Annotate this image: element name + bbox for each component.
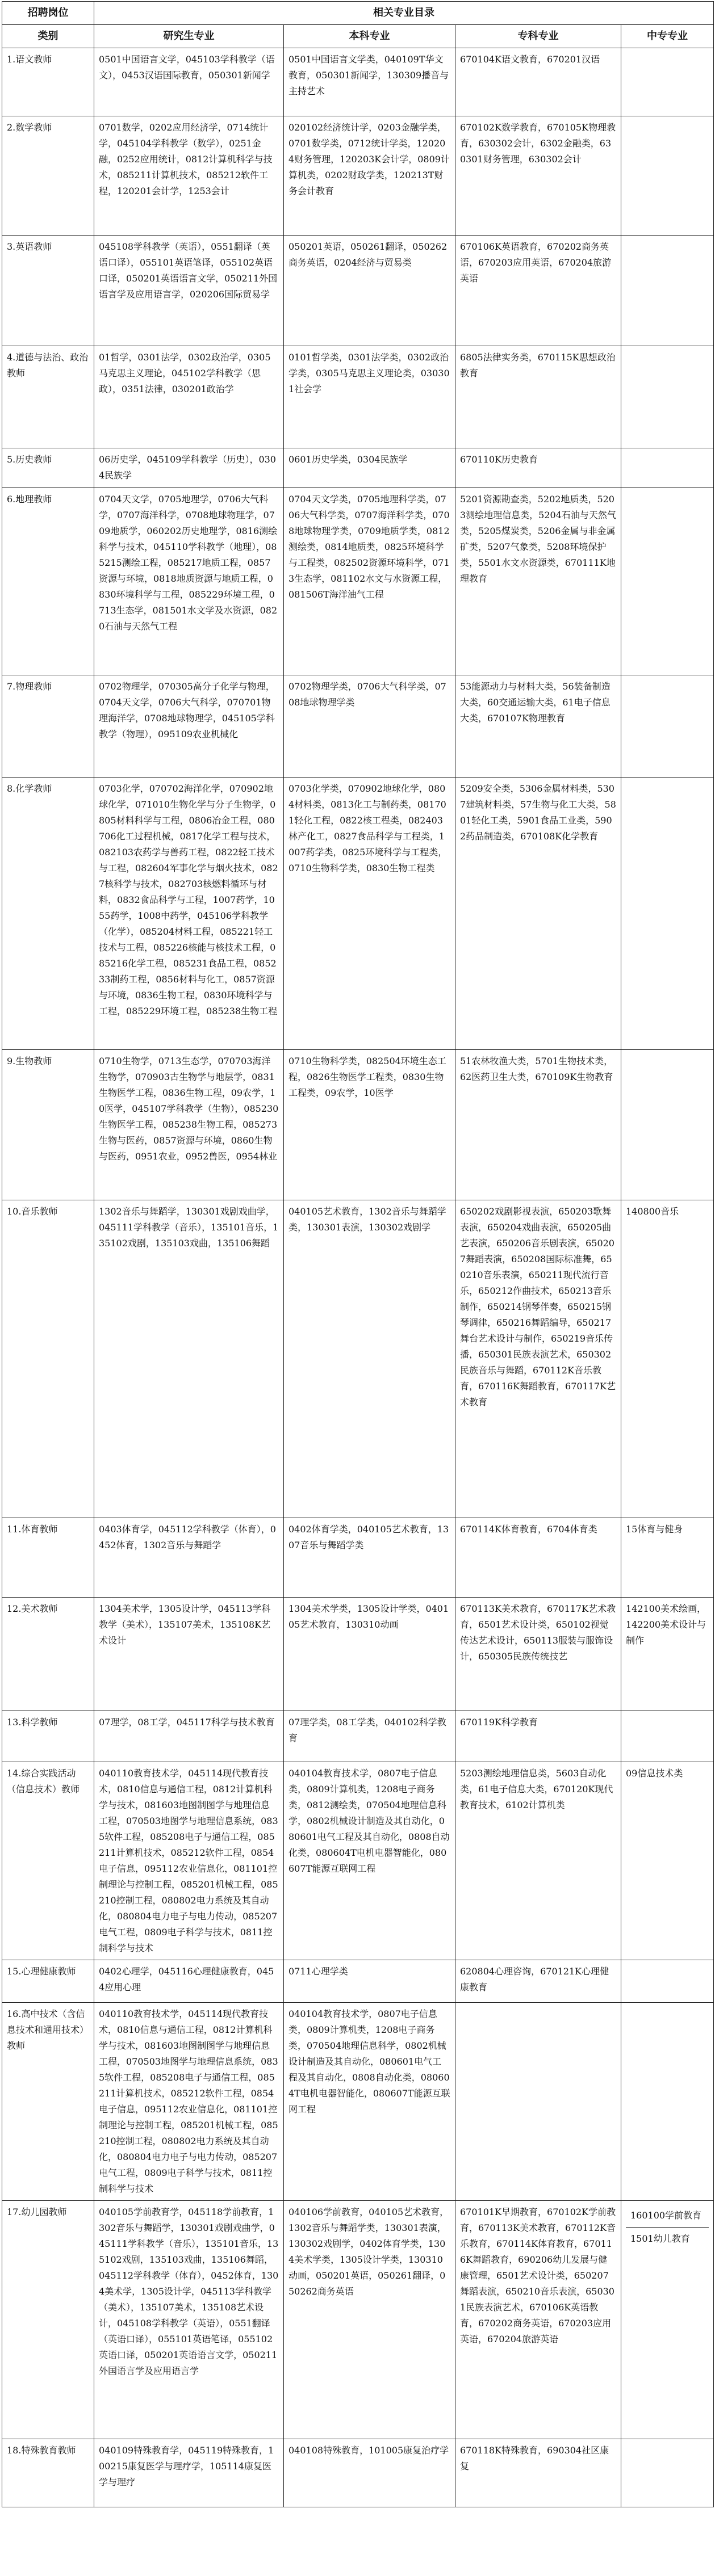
college-cell: 670110K历史教育 <box>455 448 621 488</box>
secondary-cell <box>621 2201 714 2439</box>
table-row <box>2 1200 714 1518</box>
secondary-cell: 140800音乐 <box>621 1200 714 1518</box>
secondary-cell <box>621 236 714 346</box>
undergrad-cell: 040104教育技术学，0807电子信息类，0809计算机类，1208电子商务类，0812测绘类，070504地理信息科学，0802机械设计制造及其自动化，080601电气工程及其自动化，0808自动化类，080604T电机电器智能化，080607T能源互联网工程 <box>284 1762 455 1960</box>
grad-cell: 0403体育学，045112学科教学（体育），0452体育，1302音乐与舞蹈学 <box>94 1518 284 1598</box>
undergrad-cell: 040108特殊教育，101005康复治疗学 <box>284 2439 455 2507</box>
secondary-cell <box>621 675 714 778</box>
table-row <box>2 236 714 346</box>
post-cell: 11.体育教师 <box>2 1518 94 1598</box>
post-cell: 3.英语教师 <box>2 236 94 346</box>
header-college: 专科专业 <box>455 25 621 48</box>
undergrad-cell: 040104教育技术学，0807电子信息类，0809计算机类，1208电子商务类，070504地理信息科学，0802机械设计制造及其自动化，080601电气工程及其自动化，0808自动化类，080604T电机电器智能化，080607T能源互联网工程 <box>284 2003 455 2201</box>
table-row <box>2 1518 714 1598</box>
undergrad-cell: 0704天文学类，0705地理科学类，0706大气科学类，0707海洋科学类，0708地球物理学类，0709地质学类，0812测绘类，0814地质类，0825环境科学与工程类，082502资源环境科学，0713生态学，081102水文与水资源工程，081506T海洋油气工程 <box>284 488 455 675</box>
grad-cell: 1302音乐与舞蹈学，130301戏剧戏曲学，045111学科教学（音乐），135101音乐，135102戏剧，135103戏曲，135106舞蹈 <box>94 1200 284 1518</box>
table-row <box>2 2439 714 2507</box>
college-cell: 650202戏剧影视表演，650203歌舞表演，650204戏曲表演，650205曲艺表演，650206音乐剧表演，650207舞蹈表演，650208国际标准舞，650210音乐表演，650211现代流行音乐，650212作曲技术，650213音乐制作，650214钢琴伴奏，650215钢琴调律，650216舞蹈编导，650217舞台艺术设计与制作，650219音乐传播，650301民族表演艺术，650302民族音乐与舞蹈，670112K音乐教育，670116K舞蹈教育，670117K艺术教育 <box>455 1200 621 1518</box>
post-cell: 13.科学教师 <box>2 1711 94 1762</box>
undergrad-cell: 050201英语，050261翻译，050262商务英语，0204经济与贸易类 <box>284 236 455 346</box>
secondary-cell: 142100美术绘画，142200美术设计与制作 <box>621 1598 714 1711</box>
undergrad-cell: 0101哲学类，0301法学类，0302政治学类，0305马克思主义理论类，030301社会学 <box>284 346 455 448</box>
post-cell: 15.心理健康教师 <box>2 1960 94 2003</box>
grad-cell: 06历史学，045109学科教学（历史），0304民族学 <box>94 448 284 488</box>
secondary-cell: 15体育与健身 <box>621 1518 714 1598</box>
table-row <box>2 2003 714 2201</box>
grad-cell: 040110教育技术学，045114现代教育技术，0810信息与通信工程，0812计算机科学与技术，081603地图制图学与地理信息工程，070503地图学与地理信息系统，0835软件工程，085208电子与通信工程，085211计算机技术，085212软件工程，0854电子信息，095112农业信息化，081101控制理论与控制工程，085201机械工程，085210控制工程，080802电力系统及其自动化，080804电力电子与电力传动，085207电气工程，0809电子科学与技术，0811控制科学与技术 <box>94 2003 284 2201</box>
post-cell: 18.特殊教育教师 <box>2 2439 94 2507</box>
grad-cell: 0703化学，070702海洋化学，070902地球化学，071010生物化学与分子生物学，0805材料科学与工程，0806冶金工程，080706化工过程机械，0817化学工程与技术，082103农药学与兽药工程，0822轻工技术与工程，082604军事化学与烟火技术，0827核科学与技术，082703核燃料循环与材料，0832食品科学与工程，1007药学，1055药学，1008中药学，045106学科教学（化学），085204材料工程，085221轻工技术与工程，085226核能与核技术工程，085216化学工程，085231食品工程，085233制药工程，0856材料与化工，0857资源与环境，0836生物工程，0830环境科学与工程，085229环境工程，085238生物工程 <box>94 778 284 1050</box>
table-row <box>2 675 714 778</box>
post-cell: 5.历史教师 <box>2 448 94 488</box>
table-row <box>2 1711 714 1762</box>
table-row <box>2 1762 714 1960</box>
secondary-item: 160100学前教育 <box>626 2204 709 2228</box>
secondary-item: 1501幼儿教育 <box>630 2233 690 2244</box>
table-row <box>2 48 714 116</box>
college-cell: 51农林牧渔大类，5701生物技术类，62医药卫生大类，670109K生物教育 <box>455 1050 621 1200</box>
table-row <box>2 2201 714 2439</box>
header-catalog: 相关专业目录 <box>94 2 714 25</box>
college-cell: 670114K体育教育，6704体育类 <box>455 1518 621 1598</box>
secondary-cell <box>621 1960 714 2003</box>
grad-cell: 1304美术学，1305设计学，045113学科教学（美术），135107美术，135108K艺术设计 <box>94 1598 284 1711</box>
post-cell: 6.地理教师 <box>2 488 94 675</box>
secondary-cell: 09信息技术类 <box>621 1762 714 1960</box>
undergrad-cell: 0702物理学类，0706大气科学类，0708地球物理学类 <box>284 675 455 778</box>
secondary-cell <box>621 778 714 1050</box>
secondary-cell <box>621 2003 714 2201</box>
table-row <box>2 1960 714 2003</box>
header-secondary: 中专专业 <box>621 25 714 48</box>
grad-cell: 07理学，08工学，045117科学与技术教育 <box>94 1711 284 1762</box>
grad-cell: 040109特殊教育学，045119特殊教育，100215康复医学与理疗学，105114康复医学与理疗 <box>94 2439 284 2507</box>
header-row-sub <box>2 25 714 48</box>
post-cell: 1.语文教师 <box>2 48 94 116</box>
secondary-cell <box>621 1050 714 1200</box>
secondary-cell <box>621 488 714 675</box>
grad-cell: 0702物理学，070305高分子化学与物理，0704天文学，0706大气科学，070701物理海洋学，0708地球物理学，045105学科教学（物理），095109农业机械化 <box>94 675 284 778</box>
undergrad-cell: 020102经济统计学，0203金融学类，0701数学类，0712统计学类，120204财务管理，120203K会计学，0809计算机类，0202财政学类，120213T财务会计教育 <box>284 116 455 236</box>
undergrad-cell: 040105艺术教育，1302音乐与舞蹈学类，130301表演，130302戏剧学 <box>284 1200 455 1518</box>
post-cell: 14.综合实践活动（信息技术）教师 <box>2 1762 94 1960</box>
college-cell: 670104K语文教育，670201汉语 <box>455 48 621 116</box>
college-cell: 620804心理咨询，670121K心理健康教育 <box>455 1960 621 2003</box>
college-cell: 53能源动力与材料大类，56装备制造大类，60交通运输大类，61电子信息大类，670107K物理教育 <box>455 675 621 778</box>
table-row <box>2 1050 714 1200</box>
undergrad-cell: 0501中国语言文学类，040109T华文教育，050301新闻学，130309播音与主持艺术 <box>284 48 455 116</box>
post-cell: 16.高中技术（含信息技术和通用技术）教师 <box>2 2003 94 2201</box>
grad-cell: 040110教育技术学，045114现代教育技术，0810信息与通信工程，0812计算机科学与技术，081603地图制图学与地理信息工程，070503地图学与地理信息系统，0835软件工程，085208电子与通信工程，085211计算机技术，085212软件工程，0854电子信息，095112农业信息化，081101控制理论与控制工程，085201机械工程，085210控制工程，080802电力系统及其自动化，080804电力电子与电力传动，085207电气工程，0809电子科学与技术，0811控制科学与技术 <box>94 1762 284 1960</box>
post-cell: 12.美术教师 <box>2 1598 94 1711</box>
grad-cell: 045108学科教学（英语），0551翻译（英语口译），055101英语笔译，055102英语口译，050201英语语言文学，050211外国语言学及应用语言学，020206国际贸易学 <box>94 236 284 346</box>
post-cell: 4.道德与法治、政治教师 <box>2 346 94 448</box>
grad-cell: 0704天文学，0705地理学，0706大气科学，0707海洋科学，0708地球物理学，0709地质学，060202历史地理学，0816测绘科学与技术，045110学科教学（地理），085215测绘工程，085217地质工程，0857资源与环境，0818地质资源与地质工程，0830环境科学与工程，085229环境工程，0713生态学，081501水文学及水资源，0820石油与天然气工程 <box>94 488 284 675</box>
grad-cell: 0701数学，0202应用经济学，0714统计学，045104学科教学（数学），0251金融，0252应用统计，0812计算机科学与技术，085211计算机技术，085212软件工程，120201会计学，1253会计 <box>94 116 284 236</box>
post-cell: 8.化学教师 <box>2 778 94 1050</box>
undergrad-cell: 07理学类，08工学类，040102科学教育 <box>284 1711 455 1762</box>
table-row <box>2 346 714 448</box>
header-category: 类别 <box>2 25 94 48</box>
undergrad-cell: 0703化学类，070902地球化学，0804材料类，0813化工与制药类，081701轻化工程，0822核工程类，082403林产化工，0827食品科学与工程类，1007药学类，0825环境科学与工程类，0710生物科学类，0830生物工程类 <box>284 778 455 1050</box>
grad-cell: 040105学前教育学，045118学前教育，1302音乐与舞蹈学，130301戏剧戏曲学，045111学科教学（音乐），135101音乐，135102戏剧，135103戏曲，135106舞蹈，045112学科教学（体育），0452体育，1304美术学，1305设计学，045113学科教学（美术），135107美术，135108艺术设计，045108学科教学（英语），0551翻译（英语口译），055101英语笔译，055102英语口译，050201英语语言文学，050211外国语言学及应用语言学 <box>94 2201 284 2439</box>
header-post: 招聘岗位 <box>2 2 94 25</box>
college-cell: 670119K科学教育 <box>455 1711 621 1762</box>
table-row <box>2 116 714 236</box>
header-undergrad: 本科专业 <box>284 25 455 48</box>
secondary-cell <box>621 1711 714 1762</box>
major-catalog-table <box>2 1 714 2507</box>
college-cell: 5209安全类，5306金属材料类，5307建筑材料类，57生物与化工大类，5801轻化工类，5901食品工业类，5902药品制造类，670108K化学教育 <box>455 778 621 1050</box>
undergrad-cell: 0402体育学类，040105艺术教育，1307音乐与舞蹈学类 <box>284 1518 455 1598</box>
secondary-cell <box>621 448 714 488</box>
college-cell: 670101K早期教育，670102K学前教育，670113K美术教育，670112K音乐教育，670114K体育教育，670116K舞蹈教育，690206幼儿发展与健康管理，6501艺术设计类，650207舞蹈表演，650210音乐表演，650301民族表演艺术，670106K英语教育，670202商务英语，670203应用英语，670204旅游英语 <box>455 2201 621 2439</box>
table-row <box>2 1598 714 1711</box>
undergrad-cell: 1304美术学类，1305设计学类，040105艺术教育，130310动画 <box>284 1598 455 1711</box>
post-cell: 2.数学教师 <box>2 116 94 236</box>
undergrad-cell: 0601历史学类，0304民族学 <box>284 448 455 488</box>
grad-cell: 0710生物学，0713生态学，070703海洋生物学，070903古生物学与地层学，0831生物医学工程，0836生物工程，09农学，10医学，045107学科教学（生物），085230生物医学工程，085238生物工程，085273生物与医药，0857资源与环境，0860生物与医药，0951农业，0952兽医，0954林业 <box>94 1050 284 1200</box>
table-row <box>2 488 714 675</box>
college-cell: 6805法律实务类，670115K思想政治教育 <box>455 346 621 448</box>
college-cell <box>455 2003 621 2201</box>
college-cell: 5203测绘地理信息类，5603自动化类，61电子信息大类，670120K现代教育技术，6102计算机类 <box>455 1762 621 1960</box>
college-cell: 5201资源勘查类，5202地质类，5203测绘地理信息类，5204石油与天然气类，5205煤炭类，5206金属与非金属矿类，5207气象类，5208环境保护类，5501水文水资源类，670111K地理教育 <box>455 488 621 675</box>
secondary-cell <box>621 2439 714 2507</box>
secondary-cell <box>621 346 714 448</box>
post-cell: 7.物理教师 <box>2 675 94 778</box>
grad-cell: 0402心理学，045116心理健康教育，0454应用心理 <box>94 1960 284 2003</box>
undergrad-cell: 0711心理学类 <box>284 1960 455 2003</box>
undergrad-cell: 040106学前教育，040105艺术教育，1302音乐与舞蹈学类，130301表演，130302戏剧学，0402体育学类，1304美术学类，1305设计学类，130310动画，050201英语，050261翻译，050262商务英语 <box>284 2201 455 2439</box>
secondary-cell <box>621 48 714 116</box>
table-row <box>2 778 714 1050</box>
grad-cell: 0501中国语言文学，045103学科教学（语文），0453汉语国际教育，050301新闻学 <box>94 48 284 116</box>
post-cell: 9.生物教师 <box>2 1050 94 1200</box>
post-cell: 10.音乐教师 <box>2 1200 94 1518</box>
undergrad-cell: 0710生物科学类，082504环境生态工程，0826生物医学工程类，0830生物工程类，09农学，10医学 <box>284 1050 455 1200</box>
table-row <box>2 448 714 488</box>
college-cell: 670118K特殊教育，690304社区康复 <box>455 2439 621 2507</box>
college-cell: 670106K英语教育，670202商务英语，670203应用英语，670204旅游英语 <box>455 236 621 346</box>
header-row-top <box>2 2 714 25</box>
post-cell: 17.幼儿园教师 <box>2 2201 94 2439</box>
grad-cell: 01哲学，0301法学，0302政治学，0305马克思主义理论，045102学科教学（思政），0351法律，030201政治学 <box>94 346 284 448</box>
secondary-cell <box>621 116 714 236</box>
college-cell: 670102K数学教育，670105K物理教育，630302会计，6302金融类，630301财务管理，630302会计 <box>455 116 621 236</box>
college-cell: 670113K美术教育，670117K艺术教育，6501艺术设计类，650102视觉传达艺术设计，650113服装与服饰设计，650305民族传统技艺 <box>455 1598 621 1711</box>
header-grad: 研究生专业 <box>94 25 284 48</box>
